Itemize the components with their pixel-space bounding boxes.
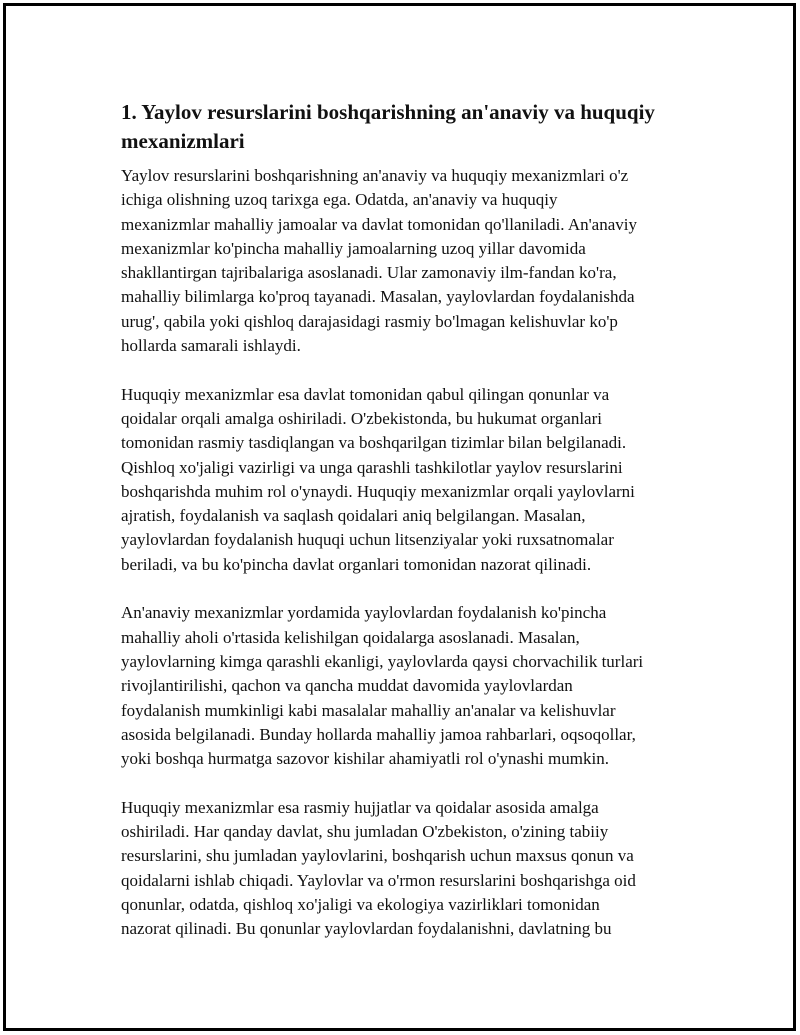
text-line: ajratish, foydalanish va saqlash qoidalari aniq belgilangan. Masalan, [121,506,586,526]
text-line: yoki boshqa hurmatga sazovor kishilar ahamiyatli rol o'ynashi mumkin. [121,749,609,769]
text-line: An'anaviy mexanizmlar yordamida yaylovlardan foydalanish ko'pincha [121,603,607,623]
page-frame [3,3,796,1031]
text-line: ichiga olishning uzoq tarixga ega. Odatda, an'anaviy va huquqiy [121,190,558,210]
text-line: hollarda samarali ishlaydi. [121,336,301,356]
text-line: Yaylov resurslarini boshqarishning an'anaviy va huquqiy mexanizmlari o'z [121,166,629,185]
text-line: shakllantirgan tajribalariga asoslanadi. Ular zamonaviy ilm-fandan ko'ra, [121,263,617,283]
text-line: beriladi, va bu ko'pincha davlat organlari tomonidan nazorat qilinadi. [121,554,592,574]
paragraph-2 [121,383,691,577]
text-line: qoidalarni ishlab chiqadi. Yaylovlar va o'rmon resurslarini boshqarishga oid [121,870,636,890]
text-line: Qishloq xo'jaligi vazirligi va unga qarashli tashkilotlar yaylov resurslarini [121,457,623,477]
paragraph-3 [121,601,691,771]
paragraph-4 [121,796,691,942]
text-line: nazorat qilinadi. Bu qonunlar yaylovlardan foydalanishni, davlatning bu [121,919,612,939]
text-line: foydalanish mumkinligi kabi masalalar mahalliy an'analar va kelishuvlar [121,700,616,720]
text-line: mahalliy aholi o'rtasida kelishilgan qoidalarga asoslanadi. Masalan, [121,627,580,647]
text-line: qonunlar, odatda, qishloq xo'jaligi va ekologiya vazirliklari tomonidan [121,894,600,914]
text-line: yaylovlardan foydalanish huquqi uchun litsenziyalar yoki ruxsatnomalar [121,530,614,550]
text-line: resurslarini, shu jumladan yaylovlarini, boshqarish uchun maxsus qonun va [121,846,634,866]
document-body [121,98,691,966]
text-line: mexanizmlar mahalliy jamoalar va davlat tomonidan qo'llaniladi. An'anaviy [121,214,637,234]
heading-line: 1. Yaylov resurslarini boshqarishning an'anaviy va huquqiy [121,100,655,124]
text-line: Huquqiy mexanizmlar esa rasmiy hujjatlar va qoidalar asosida amalga [121,797,599,817]
text-line: asosida belgilanadi. Bunday hollarda mahalliy jamoa rahbarlari, oqsoqollar, [121,724,636,744]
text-line: boshqarishda muhim rol o'ynaydi. Huquqiy mexanizmlar orqali yaylovlarni [121,481,635,501]
heading-line: mexanizmlari [121,129,245,153]
text-line: mahalliy bilimlarga ko'proq tayanadi. Masalan, yaylovlardan foydalanishda [121,287,635,307]
text-line: urug', qabila yoki qishloq darajasidagi rasmiy bo'lmagan kelishuvlar ko'p [121,311,618,331]
text-line: rivojlantirilishi, qachon va qancha muddat davomida yaylovlardan [121,676,573,696]
paragraph-1 [121,164,691,358]
text-line: qoidalar orqali amalga oshiriladi. O'zbekistonda, bu hukumat organlari [121,408,602,428]
text-line: tomonidan rasmiy tasdiqlangan va boshqarilgan tizimlar bilan belgilanadi. [121,433,627,453]
text-line: oshiriladi. Har qanday davlat, shu jumladan O'zbekiston, o'zining tabiiy [121,822,609,842]
text-line: yaylovlarning kimga qarashli ekanligi, yaylovlarda qaysi chorvachilik turlari [121,651,644,671]
section-heading [121,98,691,156]
text-line: mexanizmlar ko'pincha mahalliy jamoalarning uzoq yillar davomida [121,238,586,258]
text-line: Huquqiy mexanizmlar esa davlat tomonidan qabul qilingan qonunlar va [121,384,610,404]
